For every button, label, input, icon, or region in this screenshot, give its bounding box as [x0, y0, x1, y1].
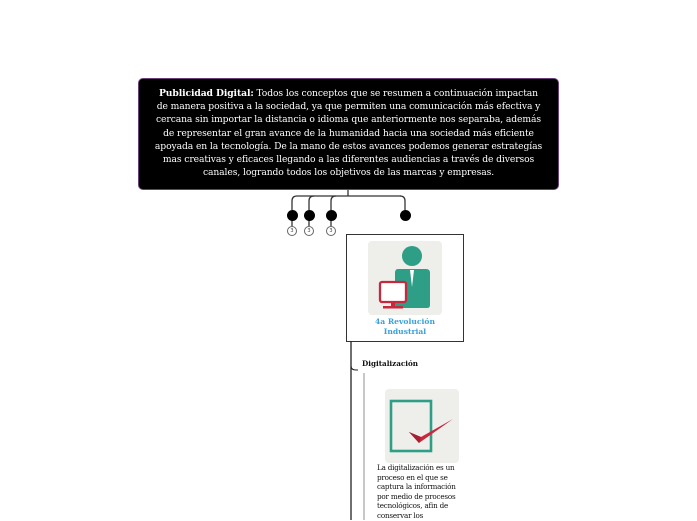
main-topic-title: Publicidad Digital: [159, 88, 254, 99]
connector-branch-4 [400, 196, 405, 210]
main-topic-line-6: mas creativas y eficaces llegando a las diferentes audiencias a través de diversos [162, 154, 535, 166]
card-label-line-2: Industrial [383, 327, 427, 336]
description-line-4: por medio de procesos [377, 491, 456, 501]
description-line-6: conservar los [377, 510, 424, 520]
collapse-toggle-2[interactable] [304, 210, 315, 221]
description-line-1: La digitalización es un [377, 463, 455, 472]
collapse-toggle-1[interactable] [287, 210, 298, 221]
description-line-2: proceso en el que se [377, 472, 448, 482]
connector-branch-1 [292, 196, 297, 210]
collapsed-count-badge-3[interactable]: 3 [326, 226, 336, 236]
main-topic-line-1-text: Todos los conceptos que se resumen a continuación impactan [253, 88, 538, 99]
card-label-line-1: 4a Revolución [375, 317, 435, 326]
main-topic-line-3: cercana sin importar la distancia o idioma que anteriormente nos separaba, además [156, 114, 541, 126]
main-topic-line-4: de representar el gran avance de la humanidad hacia una sociedad más eficiente [163, 127, 534, 139]
collapsed-count-badge-1[interactable]: 3 [287, 226, 297, 236]
main-topic[interactable] [138, 78, 559, 190]
branch-connectors [280, 188, 420, 233]
subtree-branch [351, 366, 358, 370]
subtopic-description [377, 463, 469, 521]
topic-card-revolucion-industrial[interactable] [346, 234, 464, 342]
connector-branch-2 [309, 196, 314, 210]
main-topic-line-2: de manera positiva a la sociedad, ya que permiten una comunicación más efectiva y [156, 101, 541, 113]
card-label [347, 317, 463, 337]
description-line-3: captura la información [377, 482, 456, 492]
description-line-5: tecnológicos, afin de [377, 501, 449, 511]
main-topic-line-1 [145, 87, 552, 100]
collapse-toggle-4[interactable] [400, 210, 411, 221]
person-computer-icon [368, 241, 442, 315]
collapse-toggle-3[interactable] [326, 210, 337, 221]
collapsed-count-badge-2[interactable]: 3 [304, 226, 314, 236]
subtopic-digitalizacion[interactable]: Digitalización [362, 359, 419, 368]
checkbox-check-icon [385, 389, 459, 463]
main-topic-line-7: canales, logrando todos los objetivos de las marcas y empresas. [202, 167, 495, 179]
main-topic-line-5: apoyada en la tecnología. De la mano de estos avances podemos generar estrategías [154, 140, 543, 152]
connector-branch-3 [331, 196, 336, 210]
